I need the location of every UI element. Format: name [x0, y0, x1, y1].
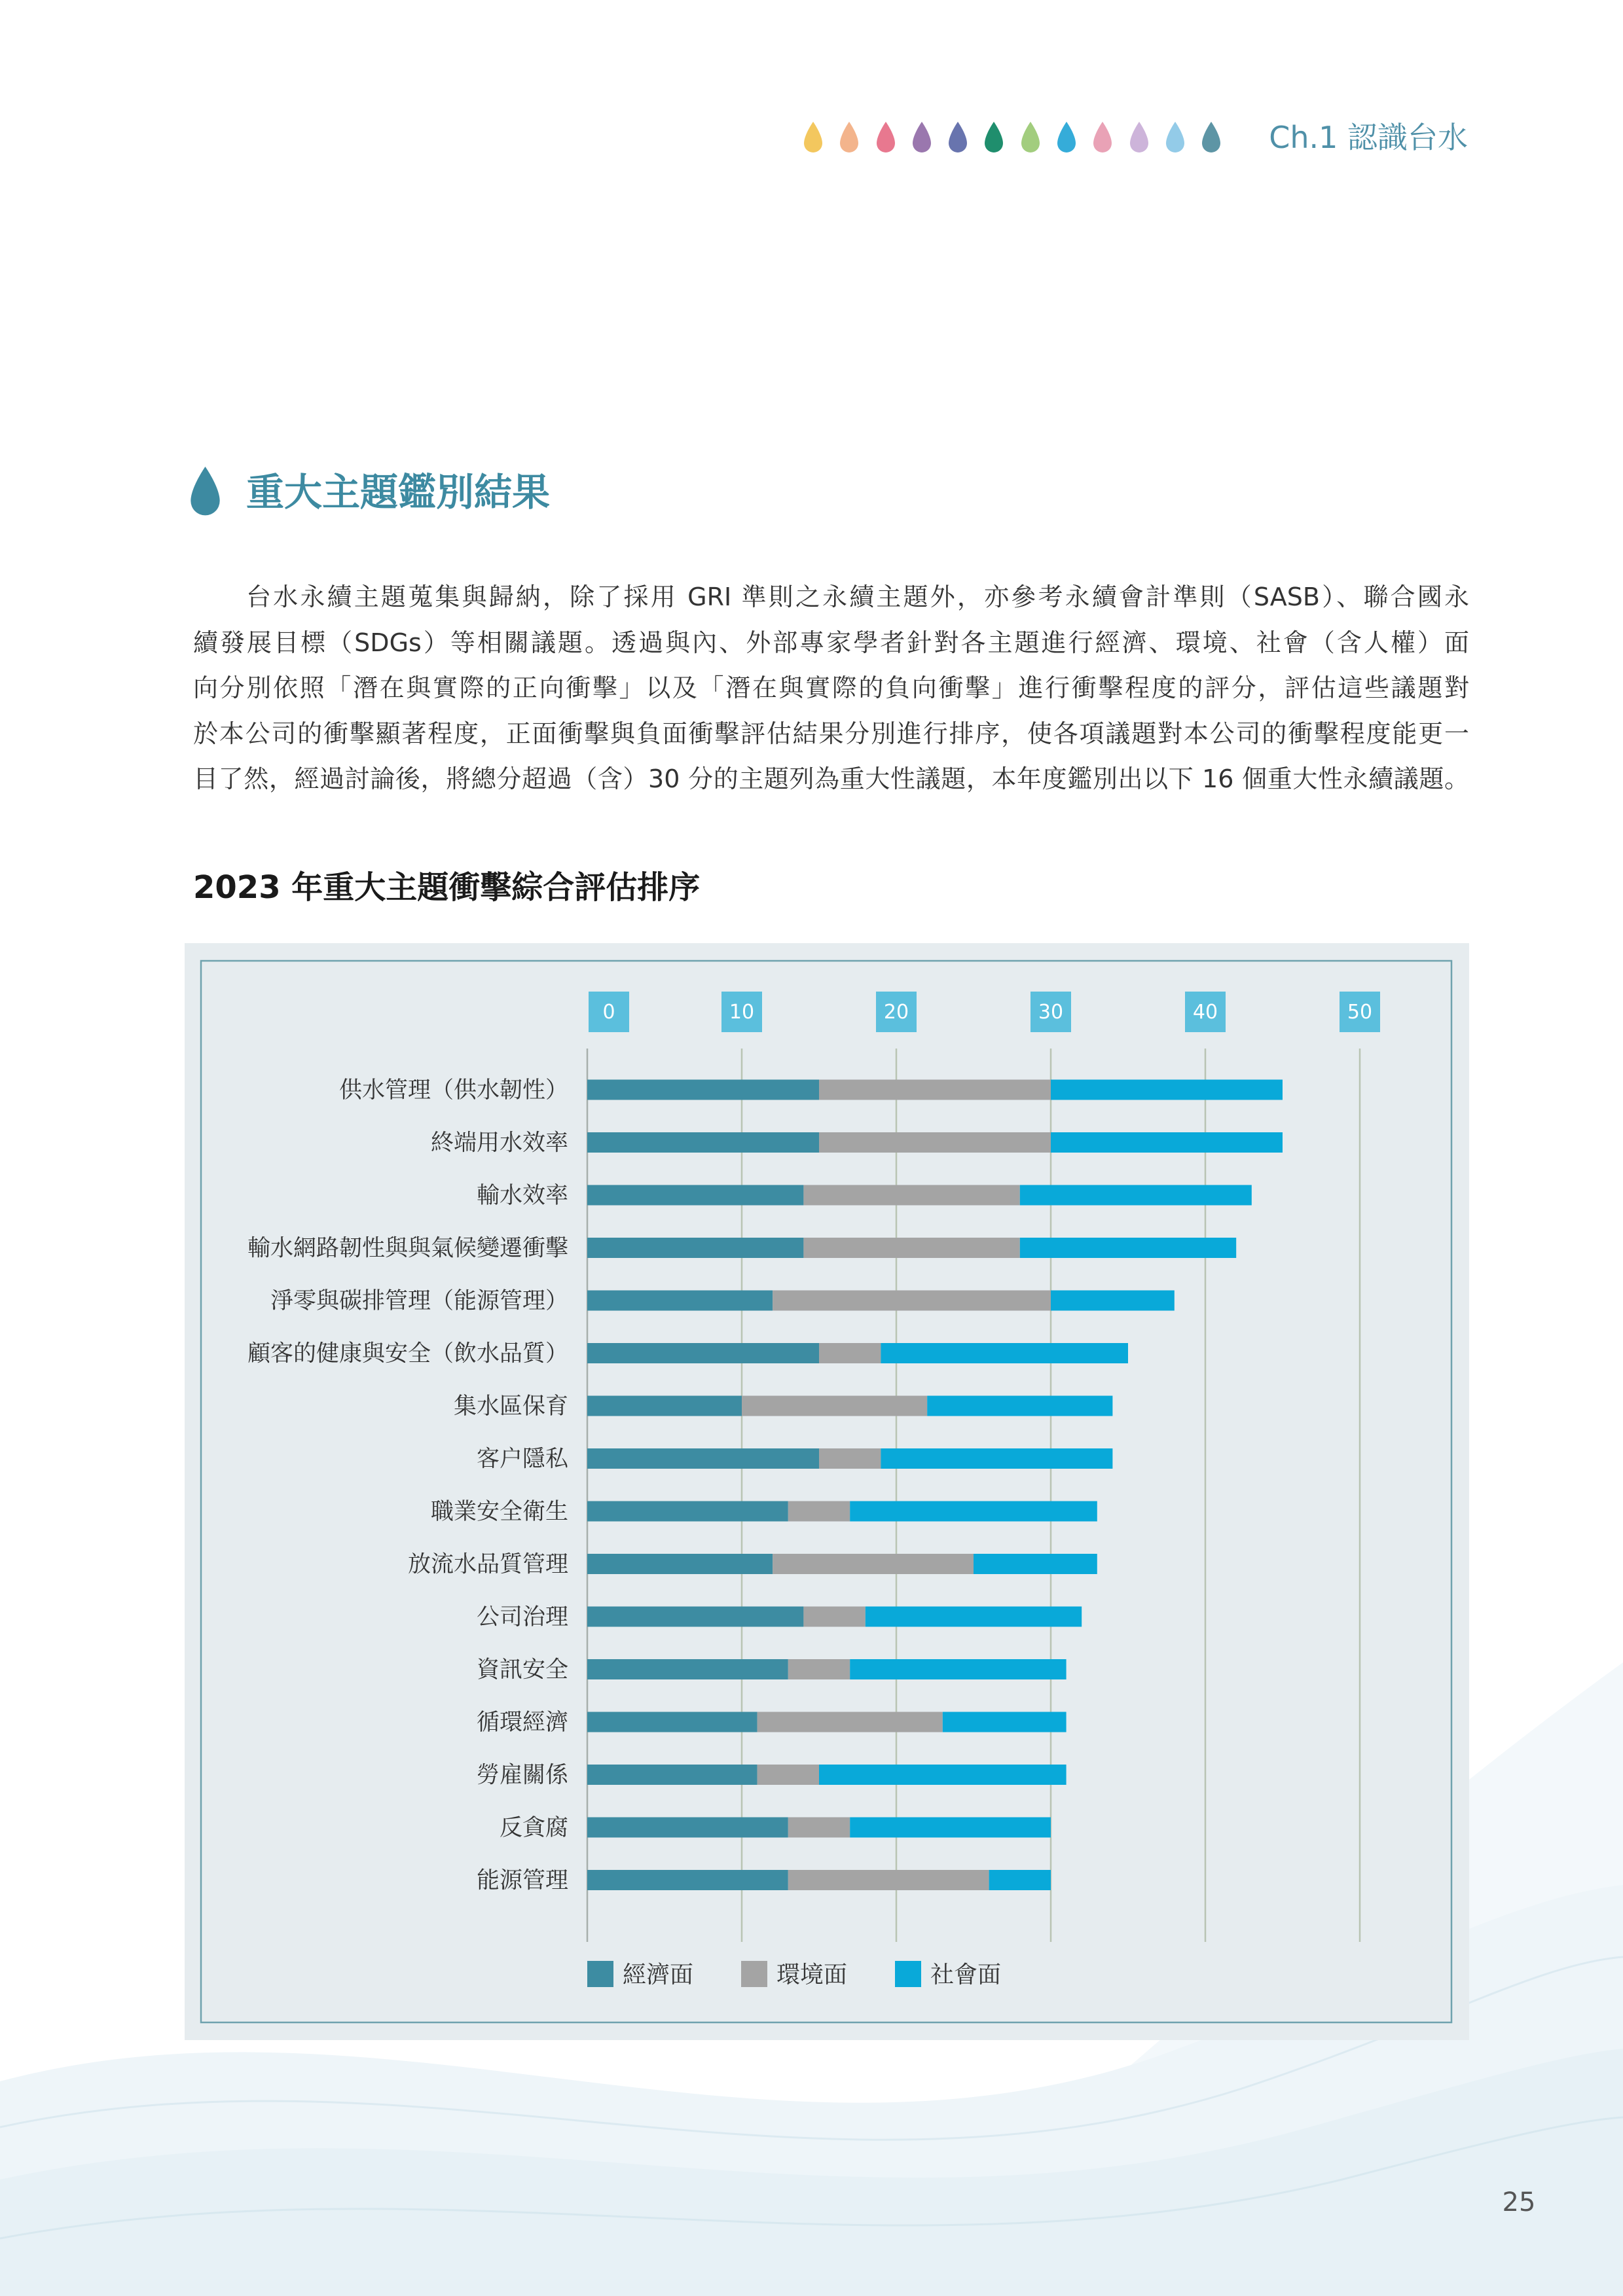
drop-icon-row — [804, 122, 1239, 153]
water-drop-icon — [840, 122, 858, 153]
category-label: 輸水效率 — [476, 1183, 568, 1209]
bar-segment-economic — [587, 1396, 742, 1416]
water-drop-shape — [1057, 122, 1076, 152]
category-label: 終端用水效率 — [430, 1130, 568, 1157]
chapter-title: Ch.1 認識台水 — [1269, 120, 1468, 155]
bar-segment-social — [850, 1659, 1066, 1679]
bar-segment-economic — [587, 1818, 788, 1838]
bar-segment-economic — [587, 1343, 819, 1363]
legend-item — [587, 1961, 693, 1988]
bar-segment-social — [850, 1818, 1051, 1838]
legend-item — [741, 1961, 847, 1988]
category-label: 勞雇關係 — [476, 1762, 568, 1789]
paragraph-line: 向分別依照「潛在與實際的正向衝擊」以及「潛在與實際的負向衝擊」進行衝擊程度的評分，評估這些議題對 — [193, 673, 1469, 702]
water-drop-icon — [985, 122, 1003, 153]
legend — [587, 1961, 1001, 1988]
bar-segment-environmental — [757, 1765, 819, 1785]
legend-swatch — [741, 1961, 767, 1987]
bar-segment-social — [881, 1343, 1128, 1363]
category-label: 公司治理 — [476, 1604, 568, 1630]
water-drop-icon — [949, 122, 967, 153]
bar-segment-environmental — [788, 1818, 850, 1838]
category-label: 放流水品質管理 — [407, 1551, 568, 1578]
legend-item — [895, 1961, 1001, 1988]
water-drop-shape — [949, 122, 967, 152]
bar-segment-environmental — [788, 1870, 989, 1890]
bar-segment-economic — [587, 1501, 788, 1522]
bar-segment-economic — [587, 1132, 819, 1153]
bar-segment-economic — [587, 1080, 819, 1100]
category-label: 職業安全衛生 — [430, 1499, 568, 1525]
bar-segment-environmental — [819, 1080, 1051, 1100]
bar-segment-environmental — [788, 1501, 850, 1522]
x-tick-label: 20 — [883, 1001, 909, 1024]
bar-segment-social — [850, 1501, 1097, 1522]
bar-segment-environmental — [803, 1185, 1019, 1206]
bar-segment-economic — [587, 1765, 757, 1785]
water-drop-shape — [1130, 122, 1148, 152]
x-tick-label: 0 — [602, 1001, 615, 1024]
bar-segment-social — [1051, 1291, 1175, 1311]
legend-swatch — [587, 1961, 613, 1987]
bar-segment-environmental — [757, 1712, 943, 1732]
paragraph-line: 續發展目標（SDGs）等相關議題。透過與內、外部專家學者針對各主題進行經濟、環境、社會（含人權）面 — [193, 628, 1469, 657]
bar-segment-economic — [587, 1185, 803, 1206]
x-tick-label: 10 — [729, 1001, 755, 1024]
bar-segment-social — [1020, 1238, 1236, 1258]
bar-segment-social — [819, 1765, 1067, 1785]
water-drop-shape — [1021, 122, 1040, 152]
water-drop-shape — [1202, 122, 1220, 152]
body-paragraph — [193, 575, 1469, 802]
water-drop-icon — [913, 122, 931, 153]
bar-segment-economic — [587, 1870, 788, 1890]
water-drop-icon — [1093, 122, 1112, 153]
category-label: 輸水網路韌性與與氣候變遷衝擊 — [247, 1235, 568, 1262]
water-drop-shape — [804, 122, 822, 152]
water-drop-icon — [1057, 122, 1076, 153]
legend-label: 經濟面 — [623, 1962, 694, 1988]
bar-segment-social — [866, 1607, 1082, 1627]
bar-segment-environmental — [773, 1554, 974, 1574]
bar-segment-environmental — [819, 1343, 881, 1363]
bar-segment-economic — [587, 1659, 788, 1679]
category-label: 資訊安全 — [476, 1657, 568, 1683]
category-label: 能源管理 — [476, 1867, 568, 1894]
water-drop-icon — [1166, 122, 1184, 153]
bar-segment-environmental — [788, 1659, 850, 1679]
water-drop-shape — [877, 122, 895, 152]
category-label: 供水管理（供水韌性） — [338, 1077, 568, 1103]
water-drop-icon — [1130, 122, 1148, 153]
bar-segment-social — [943, 1712, 1067, 1732]
water-drop-icon — [1021, 122, 1040, 153]
water-drop-shape — [1093, 122, 1112, 152]
paragraph-line: 台水永續主題蒐集與歸納，除了採用 GRI 準則之永續主題外，亦參考永續會計準則（SASB）、聯合國永 — [246, 583, 1469, 611]
bar-segment-social — [1020, 1185, 1252, 1206]
water-drop-shape — [191, 467, 219, 515]
bar-segment-environmental — [742, 1396, 927, 1416]
category-label: 反貪腐 — [499, 1815, 568, 1841]
bar-segment-economic — [587, 1291, 773, 1311]
water-drop-icon — [1202, 122, 1220, 153]
section-title: 重大主題鑑別結果 — [246, 470, 551, 514]
x-tick-label: 30 — [1038, 1001, 1064, 1024]
bar-segment-social — [927, 1396, 1112, 1416]
paragraph-line: 目了然，經過討論後，將總分超過（含）30 分的主題列為重大性議題，本年度鑑別出以下 16 個重大性永續議題。 — [193, 764, 1469, 793]
water-drop-shape — [985, 122, 1003, 152]
bar-segment-social — [1051, 1080, 1283, 1100]
bar-segment-economic — [587, 1712, 757, 1732]
bar-segment-social — [974, 1554, 1097, 1574]
water-drop-shape — [1166, 122, 1184, 152]
bar-segment-environmental — [773, 1291, 1051, 1311]
bar-segment-economic — [587, 1238, 803, 1258]
category-label: 淨零與碳排管理（能源管理） — [270, 1288, 568, 1314]
bar-segment-environmental — [803, 1607, 865, 1627]
chart-title: 2023 年重大主題衝擊綜合評估排序 — [193, 869, 701, 906]
bar-segment-economic — [587, 1554, 773, 1574]
category-label: 客户隱私 — [476, 1446, 568, 1473]
bar-segment-environmental — [819, 1448, 881, 1469]
water-drop-icon — [191, 467, 220, 516]
water-drop-icon — [804, 122, 822, 153]
water-drop-shape — [913, 122, 931, 152]
category-label: 顧客的健康與安全（飲水品質） — [247, 1340, 568, 1367]
water-drop-icon — [877, 122, 895, 153]
x-tick-label: 50 — [1347, 1001, 1373, 1024]
legend-label: 環境面 — [776, 1962, 848, 1988]
bar-segment-environmental — [819, 1132, 1051, 1153]
category-label: 循環經濟 — [476, 1710, 568, 1736]
x-tick-label: 40 — [1192, 1001, 1218, 1024]
bar-segment-economic — [587, 1448, 819, 1469]
bar-segment-social — [989, 1870, 1051, 1890]
bar-segment-social — [1051, 1132, 1283, 1153]
page-number: 25 — [1502, 2187, 1536, 2217]
water-drop-shape — [840, 122, 858, 152]
bar-segment-economic — [587, 1607, 803, 1627]
category-label: 集水區保育 — [453, 1393, 568, 1420]
legend-swatch — [895, 1961, 921, 1987]
stacked-bar-chart — [185, 943, 1469, 2040]
paragraph-line: 於本公司的衝擊顯著程度，正面衝擊與負面衝擊評估結果分別進行排序，使各項議題對本公司的衝擊程度能更一 — [193, 719, 1469, 748]
legend-label: 社會面 — [930, 1962, 1002, 1988]
bar-segment-environmental — [803, 1238, 1019, 1258]
bar-segment-social — [881, 1448, 1112, 1469]
